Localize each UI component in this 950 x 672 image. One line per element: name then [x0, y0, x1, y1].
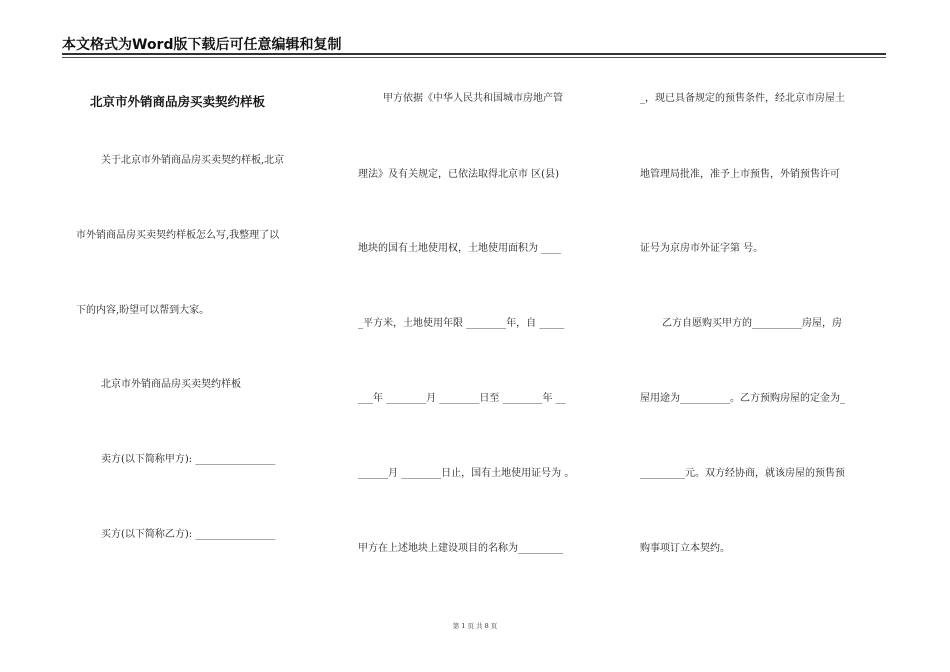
- col2-line-1: 甲方依据《中华人民共和国城市房地产管: [383, 93, 563, 104]
- col3-line-6: _________元。双方经协商，就该房屋的预售预: [640, 468, 845, 479]
- col2-line-4: _平方米，土地使用年限 ________年，自 _____: [358, 318, 565, 329]
- header-rule-thick: [62, 53, 886, 55]
- page-number: 第 1 页 共 8 页: [452, 622, 498, 630]
- col3-line-5: 屋用途为__________。乙方预购房屋的定金为_: [640, 393, 845, 404]
- col2-line-3: 地块的国有土地使用权，土地使用面积为 ____: [358, 243, 562, 254]
- buyer-line: 买方(以下简称乙方): ________________: [101, 529, 276, 540]
- col1-line-4: 北京市外销商品房买卖契约样板: [101, 379, 241, 390]
- col3-line-4: 乙方自愿购买甲方的__________房屋，房: [662, 318, 842, 329]
- col2-line-6: ______月 ________日止，国有土地使用证号为 。: [358, 468, 575, 479]
- col2-line-5: ___年 ________月 ________日至 ________年 __: [358, 393, 566, 404]
- document-title: 北京市外销商品房买卖契约样板: [90, 94, 266, 109]
- col3-line-3: 证号为京房市外证字第 号。: [640, 243, 764, 254]
- col2-line-2: 理法》及有关规定，已依法取得北京市 区(县): [358, 169, 559, 180]
- col3-line-1: _，现已具备规定的预售条件，经北京市房屋土: [640, 93, 845, 104]
- document-banner: 本文格式为Word版下载后可任意编辑和复制: [62, 37, 342, 53]
- col2-line-7: 甲方在上述地块上建设项目的名称为_________: [358, 543, 563, 554]
- col3-line-2: 地管理局批准，准予上市预售，外销预售许可: [640, 169, 840, 180]
- col1-line-2: 市外销商品房买卖契约样板怎么写,我整理了以: [76, 230, 280, 241]
- header-rule-thin: [62, 57, 886, 58]
- col1-line-3: 下的内容,盼望可以帮到大家。: [76, 305, 210, 316]
- seller-line: 卖方(以下简称甲方): ________________: [101, 454, 276, 465]
- col3-line-7: 购事项订立本契约。: [640, 543, 730, 554]
- col1-line-1: 关于北京市外销商品房买卖契约样板,北京: [101, 155, 285, 166]
